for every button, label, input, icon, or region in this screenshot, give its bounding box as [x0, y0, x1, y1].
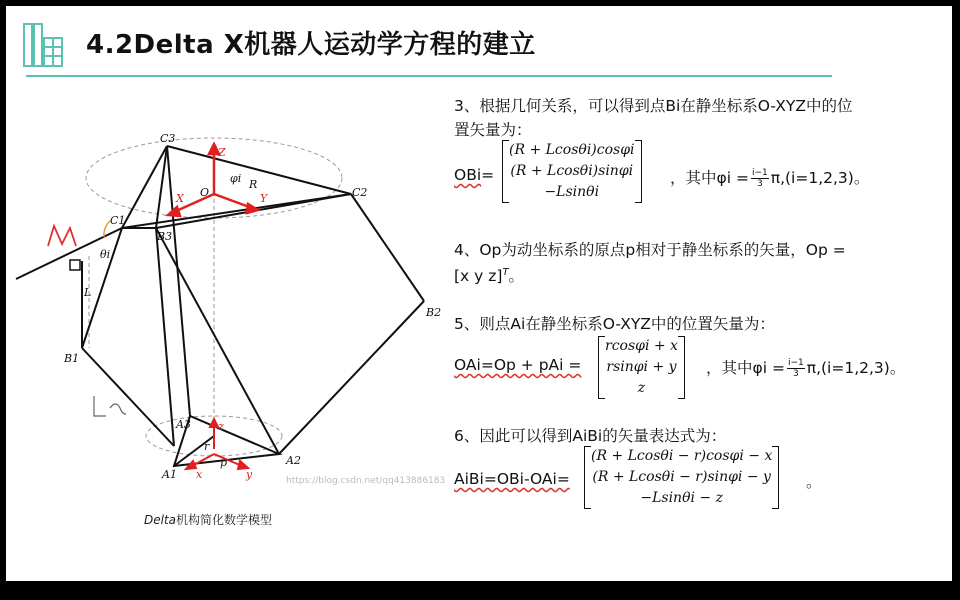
step5-lhs [454, 356, 581, 374]
grid-building-icon [22, 20, 66, 70]
step5-where [706, 356, 905, 379]
right-angle-mark [70, 260, 80, 270]
slide [6, 6, 952, 581]
label-a1: A1 [162, 468, 177, 481]
label-theta: θi [100, 248, 111, 261]
figure-caption [144, 511, 272, 528]
step6-tail: 。 [806, 473, 822, 491]
label-axis-x-small: x [196, 468, 203, 481]
label-c1: C1 [110, 214, 126, 227]
delta-model-figure [14, 116, 444, 506]
label-l: L [84, 286, 92, 299]
step3-line2: 置矢量为： [454, 121, 532, 139]
label-big-r: R [249, 178, 258, 191]
step5-lhs-label: OAi=Op + pAi = [454, 356, 582, 374]
step4-line1: 4、Op为动坐标系的原点p相对于静坐标系的矢量，Op = [454, 241, 846, 259]
step3-eq: = [481, 166, 495, 184]
label-c2: C2 [352, 186, 368, 199]
label-axis-y-small: y [246, 468, 253, 481]
step5-tail: π,(i=1,2,3)。 [806, 359, 906, 377]
step3-row2: (R + Lcosθi)sinφi [510, 163, 634, 179]
handwritten-m [48, 226, 76, 246]
title-underline [26, 75, 832, 77]
step3-where-text: ，其中φi = [670, 169, 749, 187]
step3-row3: −Lsinθi [544, 184, 600, 200]
label-axis-y: Y [260, 192, 268, 205]
step6-row3: −Lsinθi − z [640, 490, 723, 506]
label-o: O [200, 186, 210, 199]
step3-lhs [454, 166, 494, 184]
label-axis-z: Z [218, 146, 226, 159]
step6-text: 6、因此可以得到AiBi的矢量表达式为： [454, 427, 727, 445]
step5-fraction [787, 358, 805, 379]
step5-row2: rsinφi + y [606, 359, 677, 375]
step5-row1: rcosφi + x [605, 338, 678, 354]
step3-row1: (R + Lcosθi)cosφi [509, 142, 635, 158]
step5-text: 5、则点Ai在静坐标系O-XYZ中的位置矢量为： [454, 315, 775, 333]
step5-frac-num: i−1 [787, 358, 804, 368]
step5-where-text: ，其中φi = [706, 359, 785, 377]
label-axis-x: X [176, 192, 184, 205]
caption-rest: 机构简化数学模型 [176, 513, 273, 527]
label-axis-z-small: z [218, 420, 224, 433]
label-a3: A3 [176, 418, 191, 431]
step6-lhs-label: AiBi=OBi-OAi= [454, 470, 570, 488]
step3-where [670, 166, 869, 189]
step3-frac-den: 3 [756, 179, 763, 189]
upper-axes [168, 144, 258, 216]
step6-matrix [584, 446, 779, 509]
step5-row3: z [637, 380, 646, 396]
step3-tail: π,(i=1,2,3)。 [770, 169, 870, 187]
step4-end: 。 [508, 267, 525, 285]
step6-lhs [454, 470, 570, 488]
step3-line1: 3、根据几何关系，可以得到点Bi在静坐标系O-XYZ中的位 [454, 97, 853, 115]
handwritten-la [94, 396, 126, 416]
step4-line2 [454, 264, 524, 286]
label-b1: B1 [64, 352, 80, 365]
step3-frac-num: i−1 [751, 168, 768, 178]
step3-fraction [751, 168, 769, 189]
step6-row1: (R + Lcosθi − r)cosφi − x [591, 448, 773, 464]
step4-vector: [x y z] [454, 267, 503, 285]
label-small-r: r [204, 440, 210, 453]
step3-lhs-label: OBi [454, 166, 482, 184]
label-c3: C3 [160, 132, 176, 145]
label-b3: B3 [157, 230, 173, 243]
slide-title: 4.2Delta X机器人运动学方程的建立 [86, 30, 536, 60]
step3-matrix [502, 140, 642, 203]
step6-row2: (R + Lcosθi − r)sinφi − y [592, 469, 771, 485]
watermark: https://blog.csdn.net/qq413886183 [286, 476, 446, 486]
label-b2: B2 [426, 306, 442, 319]
step5-matrix [598, 336, 685, 399]
label-phi: φi [230, 172, 242, 185]
step4-sup: T [502, 266, 509, 278]
step5-frac-den: 3 [792, 369, 799, 379]
label-p: p [220, 456, 228, 469]
caption-italic: Delta [144, 513, 177, 527]
label-a2: A2 [286, 454, 301, 467]
